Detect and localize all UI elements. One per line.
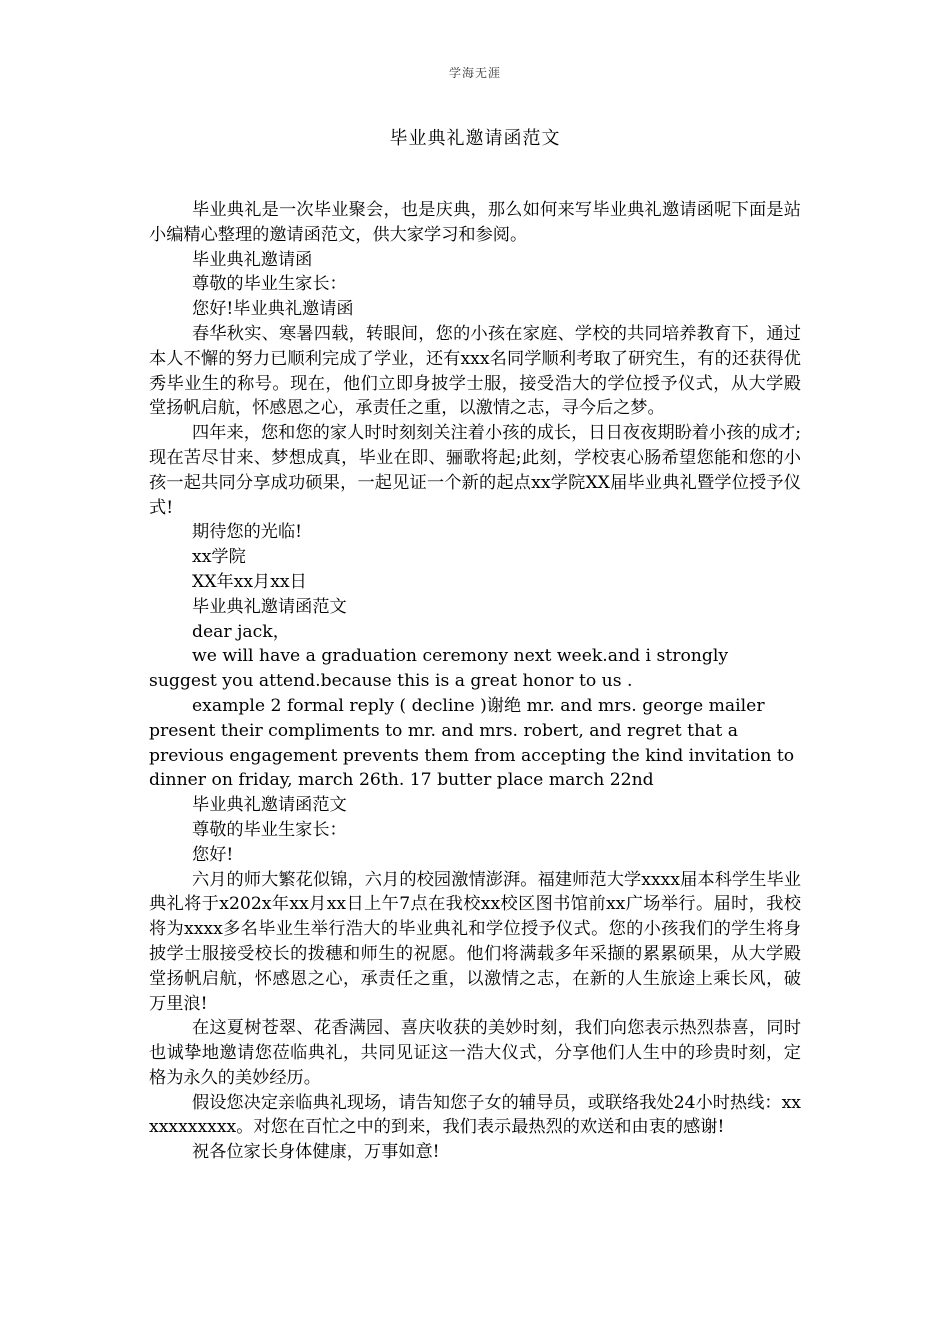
section-heading: 毕业典礼邀请函范文: [192, 795, 347, 816]
salutation: 尊敬的毕业生家长：: [192, 819, 347, 840]
body-paragraph: 在这夏树苍翠、花香满园、喜庆收获的美妙时刻，我们向您表示热烈恭喜，同时也诚挚地邀请您莅临典礼，共同见证这一浩大仪式，分享他们人生中的珍贵时刻，定格为永久的美妙经历。: [149, 1018, 801, 1088]
section-heading: 毕业典礼邀请函范文: [192, 596, 347, 617]
salutation: 尊敬的毕业生家长：: [192, 274, 347, 295]
signature: xx学院: [192, 547, 246, 568]
greeting: 您好!: [192, 844, 234, 865]
body-paragraph: 春华秋实、寒暑四载，转眼间，您的小孩在家庭、学校的共同培养教育下，通过本人不懈的努力已顺利完成了学业，还有xxx名同学顺利考取了研究生，有的还获得优秀毕业生的称号。现在，他们立即身披学士服，接受浩大的学位授予仪式，从大学殿堂扬帆启航，怀感恩之心，承责任之重，以激情之志，寻今后之梦。: [149, 323, 801, 419]
body-paragraph: 六月的师大繁花似锦，六月的校园激情澎湃。福建师范大学xxxx届本科学生毕业典礼将于x202x年xx月xx日上午7点在我校xx校区图书馆前xx广场举行。届时，我校将为xxxx多名毕业生举行浩大的毕业典礼和学位授予仪式。您的小孩我们的学生将身披学士服接受校长的拨穗和师生的祝愿。他们将满载多年采撷的累累硕果，从大学殿堂扬帆启航，怀感恩之心，承责任之重，以激情之志，在新的人生旅途上乘长风，破万里浪!: [149, 869, 801, 1014]
body-paragraph: we will have a graduation ceremony next week.and i strongly suggest you attend.because this is a great honor to us .: [149, 646, 729, 692]
body-paragraph: example 2 formal reply ( decline )谢绝 mr. and mrs. george mailer present their compliments to mr. and mrs. robert, and regret that a previous engagement prevents them from accepting the kind invitation to dinner on friday, march 26th. 17 butter place march 22nd: [149, 695, 795, 791]
document-body: [149, 198, 801, 1165]
date-line: XX年xx月xx日: [192, 571, 307, 592]
body-paragraph: 四年来，您和您的家人时时刻刻关注着小孩的成长，日日夜夜期盼着小孩的成才;现在苦尽甘来、梦想成真，毕业在即、骊歌将起;此刻，学校衷心肠希望您能和您的小孩一起共同分享成功硕果，一起见证一个新的起点xx学院XX届毕业典礼暨学位授予仪式!: [149, 423, 801, 518]
closing-line: 祝各位家长身体健康，万事如意!: [192, 1142, 440, 1163]
greeting: 您好!毕业典礼邀请函: [192, 299, 354, 320]
section-heading: 毕业典礼邀请函: [192, 249, 313, 270]
intro-paragraph: 毕业典礼是一次毕业聚会，也是庆典，那么如何来写毕业典礼邀请函呢下面是站小编精心整理的邀请函范文，供大家学习和参阅。: [149, 200, 801, 245]
document-title: 毕业典礼邀请函范文: [389, 128, 561, 149]
closing-line: 期待您的光临!: [192, 522, 303, 543]
salutation: dear jack，: [192, 621, 290, 642]
body-paragraph: 假设您决定亲临典礼现场，请告知您子女的辅导员，或联络我处24小时热线：xxxxxxxxxxx。对您在百忙之中的到来，我们表示最热烈的欢送和由衷的感谢!: [149, 1092, 801, 1138]
page-header: 学海无涯: [448, 66, 501, 80]
